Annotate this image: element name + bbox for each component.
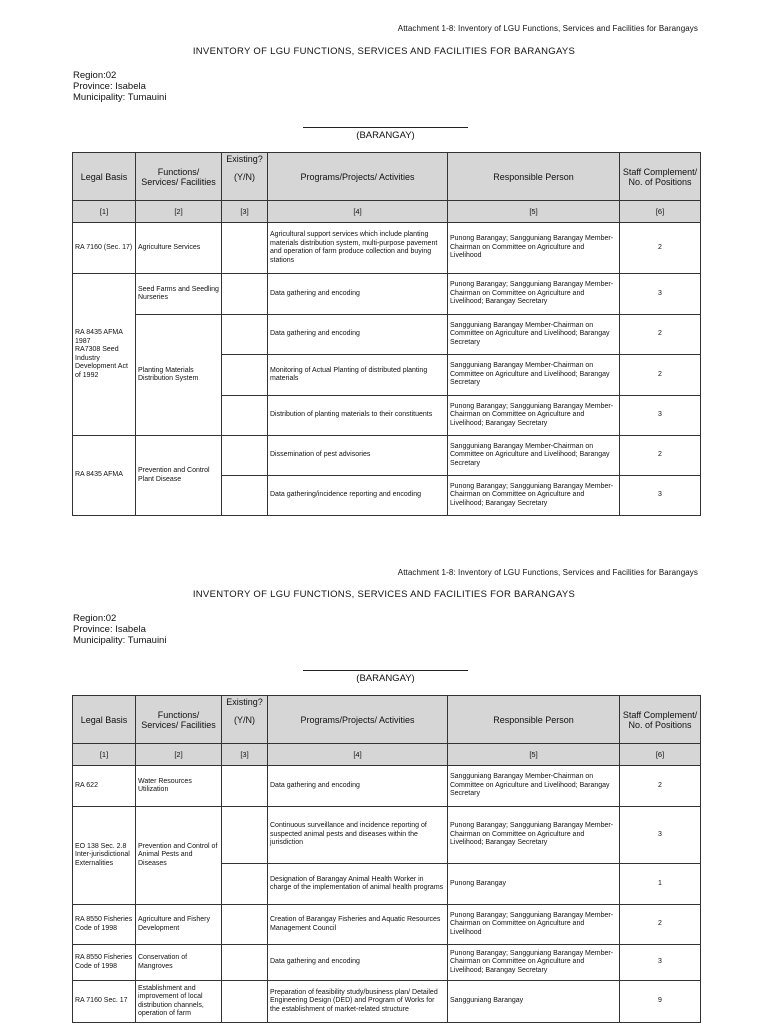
function-cell: Prevention and Control of Animal Pests and Diseases (136, 807, 222, 905)
region: Region:02 (73, 70, 117, 81)
barangay-underline-2 (303, 670, 468, 671)
staff-cell: 1 (620, 864, 701, 905)
header-existing (222, 696, 268, 744)
header-existing-yn: (Y/N) (234, 715, 255, 725)
staff-cell: 3 (620, 807, 701, 864)
program-cell: Creation of Barangay Fisheries and Aquatic Resources Management Council (268, 905, 448, 945)
staff-cell: 3 (620, 476, 701, 516)
existing-cell (222, 766, 268, 807)
staff-cell: 3 (620, 274, 701, 315)
responsible-cell: Punong Barangay; Sangguniang Barangay Member-Chairman on Committee on Agriculture and Livelihood; Barangay Secretary (448, 807, 620, 864)
header-functions: Functions/ Services/ Facilities (136, 696, 222, 744)
responsible-cell: Punong Barangay; Sangguniang Barangay Member-Chairman on Committee on Agriculture and Livelihood (448, 905, 620, 945)
header-programs: Programs/Projects/ Activities (268, 153, 448, 201)
location-block-1 (73, 70, 166, 103)
program-cell: Designation of Barangay Animal Health Worker in charge of the implementation of animal health programs (268, 864, 448, 905)
municipality: Municipality: Tumauini (73, 635, 167, 646)
responsible-cell: Punong Barangay; Sangguniang Barangay Member-Chairman on Committee on Agriculture and Livelihood; Barangay Secretary (448, 274, 620, 315)
table-row (73, 905, 701, 945)
header-num-5: [5] (448, 744, 620, 766)
page-title-2: INVENTORY OF LGU FUNCTIONS, SERVICES AND FACILITIES FOR BARANGAYS (192, 589, 576, 600)
legal-basis-cell: RA 8550 Fisheries Code of 1998 (73, 905, 136, 945)
existing-cell (222, 476, 268, 516)
staff-cell: 2 (620, 436, 701, 476)
program-cell: Monitoring of Actual Planting of distributed planting materials (268, 355, 448, 396)
existing-cell (222, 981, 268, 1023)
table-row (73, 981, 701, 1023)
legal-basis-cell: RA 7160 Sec. 17 (73, 981, 136, 1023)
responsible-cell: Punong Barangay; Sangguniang Barangay Member-Chairman on Committee on Agriculture and Livelihood; Barangay Secretary (448, 396, 620, 436)
table-row (73, 315, 701, 355)
staff-cell: 3 (620, 396, 701, 436)
responsible-cell: Punong Barangay; Sangguniang Barangay Member-Chairman on Committee on Agriculture and Livelihood (448, 223, 620, 274)
responsible-cell: Punong Barangay (448, 864, 620, 905)
table-row (73, 223, 701, 274)
existing-cell (222, 355, 268, 396)
table-row (73, 436, 701, 476)
header-responsible: Responsible Person (448, 153, 620, 201)
province: Province: Isabela (73, 624, 146, 635)
header-num-4: [4] (268, 201, 448, 223)
program-cell: Continuous surveillance and incidence reporting of suspected animal pests and diseases within the jurisdiction (268, 807, 448, 864)
staff-cell: 2 (620, 905, 701, 945)
attachment-note-2: Attachment 1-8: Inventory of LGU Functions, Services and Facilities for Barangays (397, 568, 698, 577)
barangay-label-2: (BARANGAY) (356, 673, 415, 684)
header-num-4: [4] (268, 744, 448, 766)
header-num-1: [1] (73, 201, 136, 223)
existing-cell (222, 274, 268, 315)
responsible-cell: Punong Barangay; Sangguniang Barangay Member-Chairman on Committee on Agriculture and Livelihood; Barangay Secretary (448, 945, 620, 981)
location-block-2 (73, 613, 166, 646)
responsible-cell: Punong Barangay; Sangguniang Barangay Member-Chairman on Committee on Agriculture and Livelihood; Barangay Secretary (448, 476, 620, 516)
header-num-3: [3] (222, 201, 268, 223)
existing-cell (222, 864, 268, 905)
program-cell: Data gathering and encoding (268, 315, 448, 355)
program-cell: Preparation of feasibility study/business plan/ Detailed Engineering Design (DED) and Program of Works for the establishment of market-related structure (268, 981, 448, 1023)
header-num-2: [2] (136, 744, 222, 766)
header-num-2: [2] (136, 201, 222, 223)
legal-basis-cell: RA 8550 Fisheries Code of 1998 (73, 945, 136, 981)
responsible-cell: Sangguniang Barangay (448, 981, 620, 1023)
program-cell: Agricultural support services which include planting materials distribution system, multi-purpose pavement and operation of farm produce collection and buying stations (268, 223, 448, 274)
program-cell: Dissemination of pest advisories (268, 436, 448, 476)
header-num-1: [1] (73, 744, 136, 766)
header-existing-q: Existing? (226, 697, 263, 707)
responsible-cell: Sangguniang Barangay Member-Chairman on Committee on Agriculture and Livelihood; Barangay Secretary (448, 355, 620, 396)
staff-cell: 2 (620, 355, 701, 396)
header-num-3: [3] (222, 744, 268, 766)
staff-cell: 2 (620, 766, 701, 807)
function-cell: Agriculture and Fishery Development (136, 905, 222, 945)
legal-basis-cell: RA 8435 AFMA (73, 436, 136, 516)
program-cell: Data gathering/incidence reporting and encoding (268, 476, 448, 516)
legal-basis-line: RA7308 Seed Industry Development Act of 1992 (75, 346, 128, 379)
inventory-table-1 (72, 152, 701, 516)
header-programs: Programs/Projects/ Activities (268, 696, 448, 744)
program-cell: Data gathering and encoding (268, 766, 448, 807)
header-num-6: [6] (620, 201, 701, 223)
header-existing-yn: (Y/N) (234, 172, 255, 182)
existing-cell (222, 945, 268, 981)
responsible-cell: Sangguniang Barangay Member-Chairman on Committee on Agriculture and Livelihood; Barangay Secretary (448, 436, 620, 476)
legal-basis-cell: RA 622 (73, 766, 136, 807)
staff-cell: 9 (620, 981, 701, 1023)
legal-basis-cell: EO 138 Sec. 2.8 Inter-jurisdictional Externalities (73, 807, 136, 905)
header-legal-basis: Legal Basis (73, 696, 136, 744)
inventory-table-2 (72, 695, 701, 1023)
existing-cell (222, 436, 268, 476)
existing-cell (222, 315, 268, 355)
header-functions: Functions/ Services/ Facilities (136, 153, 222, 201)
existing-cell (222, 807, 268, 864)
responsible-cell: Sangguniang Barangay Member-Chairman on Committee on Agriculture and Livelihood; Barangay Secretary (448, 315, 620, 355)
legal-basis-cell (73, 274, 136, 436)
function-cell: Conservation of Mangroves (136, 945, 222, 981)
province: Province: Isabela (73, 81, 146, 92)
existing-cell (222, 905, 268, 945)
function-cell: Planting Materials Distribution System (136, 315, 222, 436)
header-num-5: [5] (448, 201, 620, 223)
legal-basis-line: RA 8435 AFMA 1987 (75, 329, 123, 345)
header-legal-basis: Legal Basis (73, 153, 136, 201)
function-cell: Agriculture Services (136, 223, 222, 274)
header-staff: Staff Complement/ No. of Positions (620, 153, 701, 201)
staff-cell: 2 (620, 315, 701, 355)
staff-cell: 3 (620, 945, 701, 981)
header-existing (222, 153, 268, 201)
page-title-1: INVENTORY OF LGU FUNCTIONS, SERVICES AND FACILITIES FOR BARANGAYS (192, 46, 576, 57)
legal-basis-cell: RA 7160 (Sec. 17) (73, 223, 136, 274)
table-row (73, 766, 701, 807)
municipality: Municipality: Tumauini (73, 92, 167, 103)
existing-cell (222, 223, 268, 274)
function-cell: Water Resources Utilization (136, 766, 222, 807)
program-cell: Data gathering and encoding (268, 274, 448, 315)
table-row (73, 274, 701, 315)
table-row (73, 807, 701, 864)
region: Region:02 (73, 613, 117, 624)
barangay-underline-1 (303, 127, 468, 128)
program-cell: Data gathering and encoding (268, 945, 448, 981)
header-staff: Staff Complement/ No. of Positions (620, 696, 701, 744)
function-cell: Prevention and Control Plant Disease (136, 436, 222, 516)
barangay-label-1: (BARANGAY) (356, 130, 415, 141)
header-responsible: Responsible Person (448, 696, 620, 744)
staff-cell: 2 (620, 223, 701, 274)
existing-cell (222, 396, 268, 436)
function-cell: Seed Farms and Seedling Nurseries (136, 274, 222, 315)
header-num-6: [6] (620, 744, 701, 766)
table-row (73, 945, 701, 981)
function-cell: Establishment and improvement of local distribution channels, operation of farm (136, 981, 222, 1023)
attachment-note-1: Attachment 1-8: Inventory of LGU Functions, Services and Facilities for Barangays (397, 24, 698, 33)
responsible-cell: Sangguniang Barangay Member-Chairman on Committee on Agriculture and Livelihood; Barangay Secretary (448, 766, 620, 807)
header-existing-q: Existing? (226, 154, 263, 164)
program-cell: Distribution of planting materials to their constituents (268, 396, 448, 436)
